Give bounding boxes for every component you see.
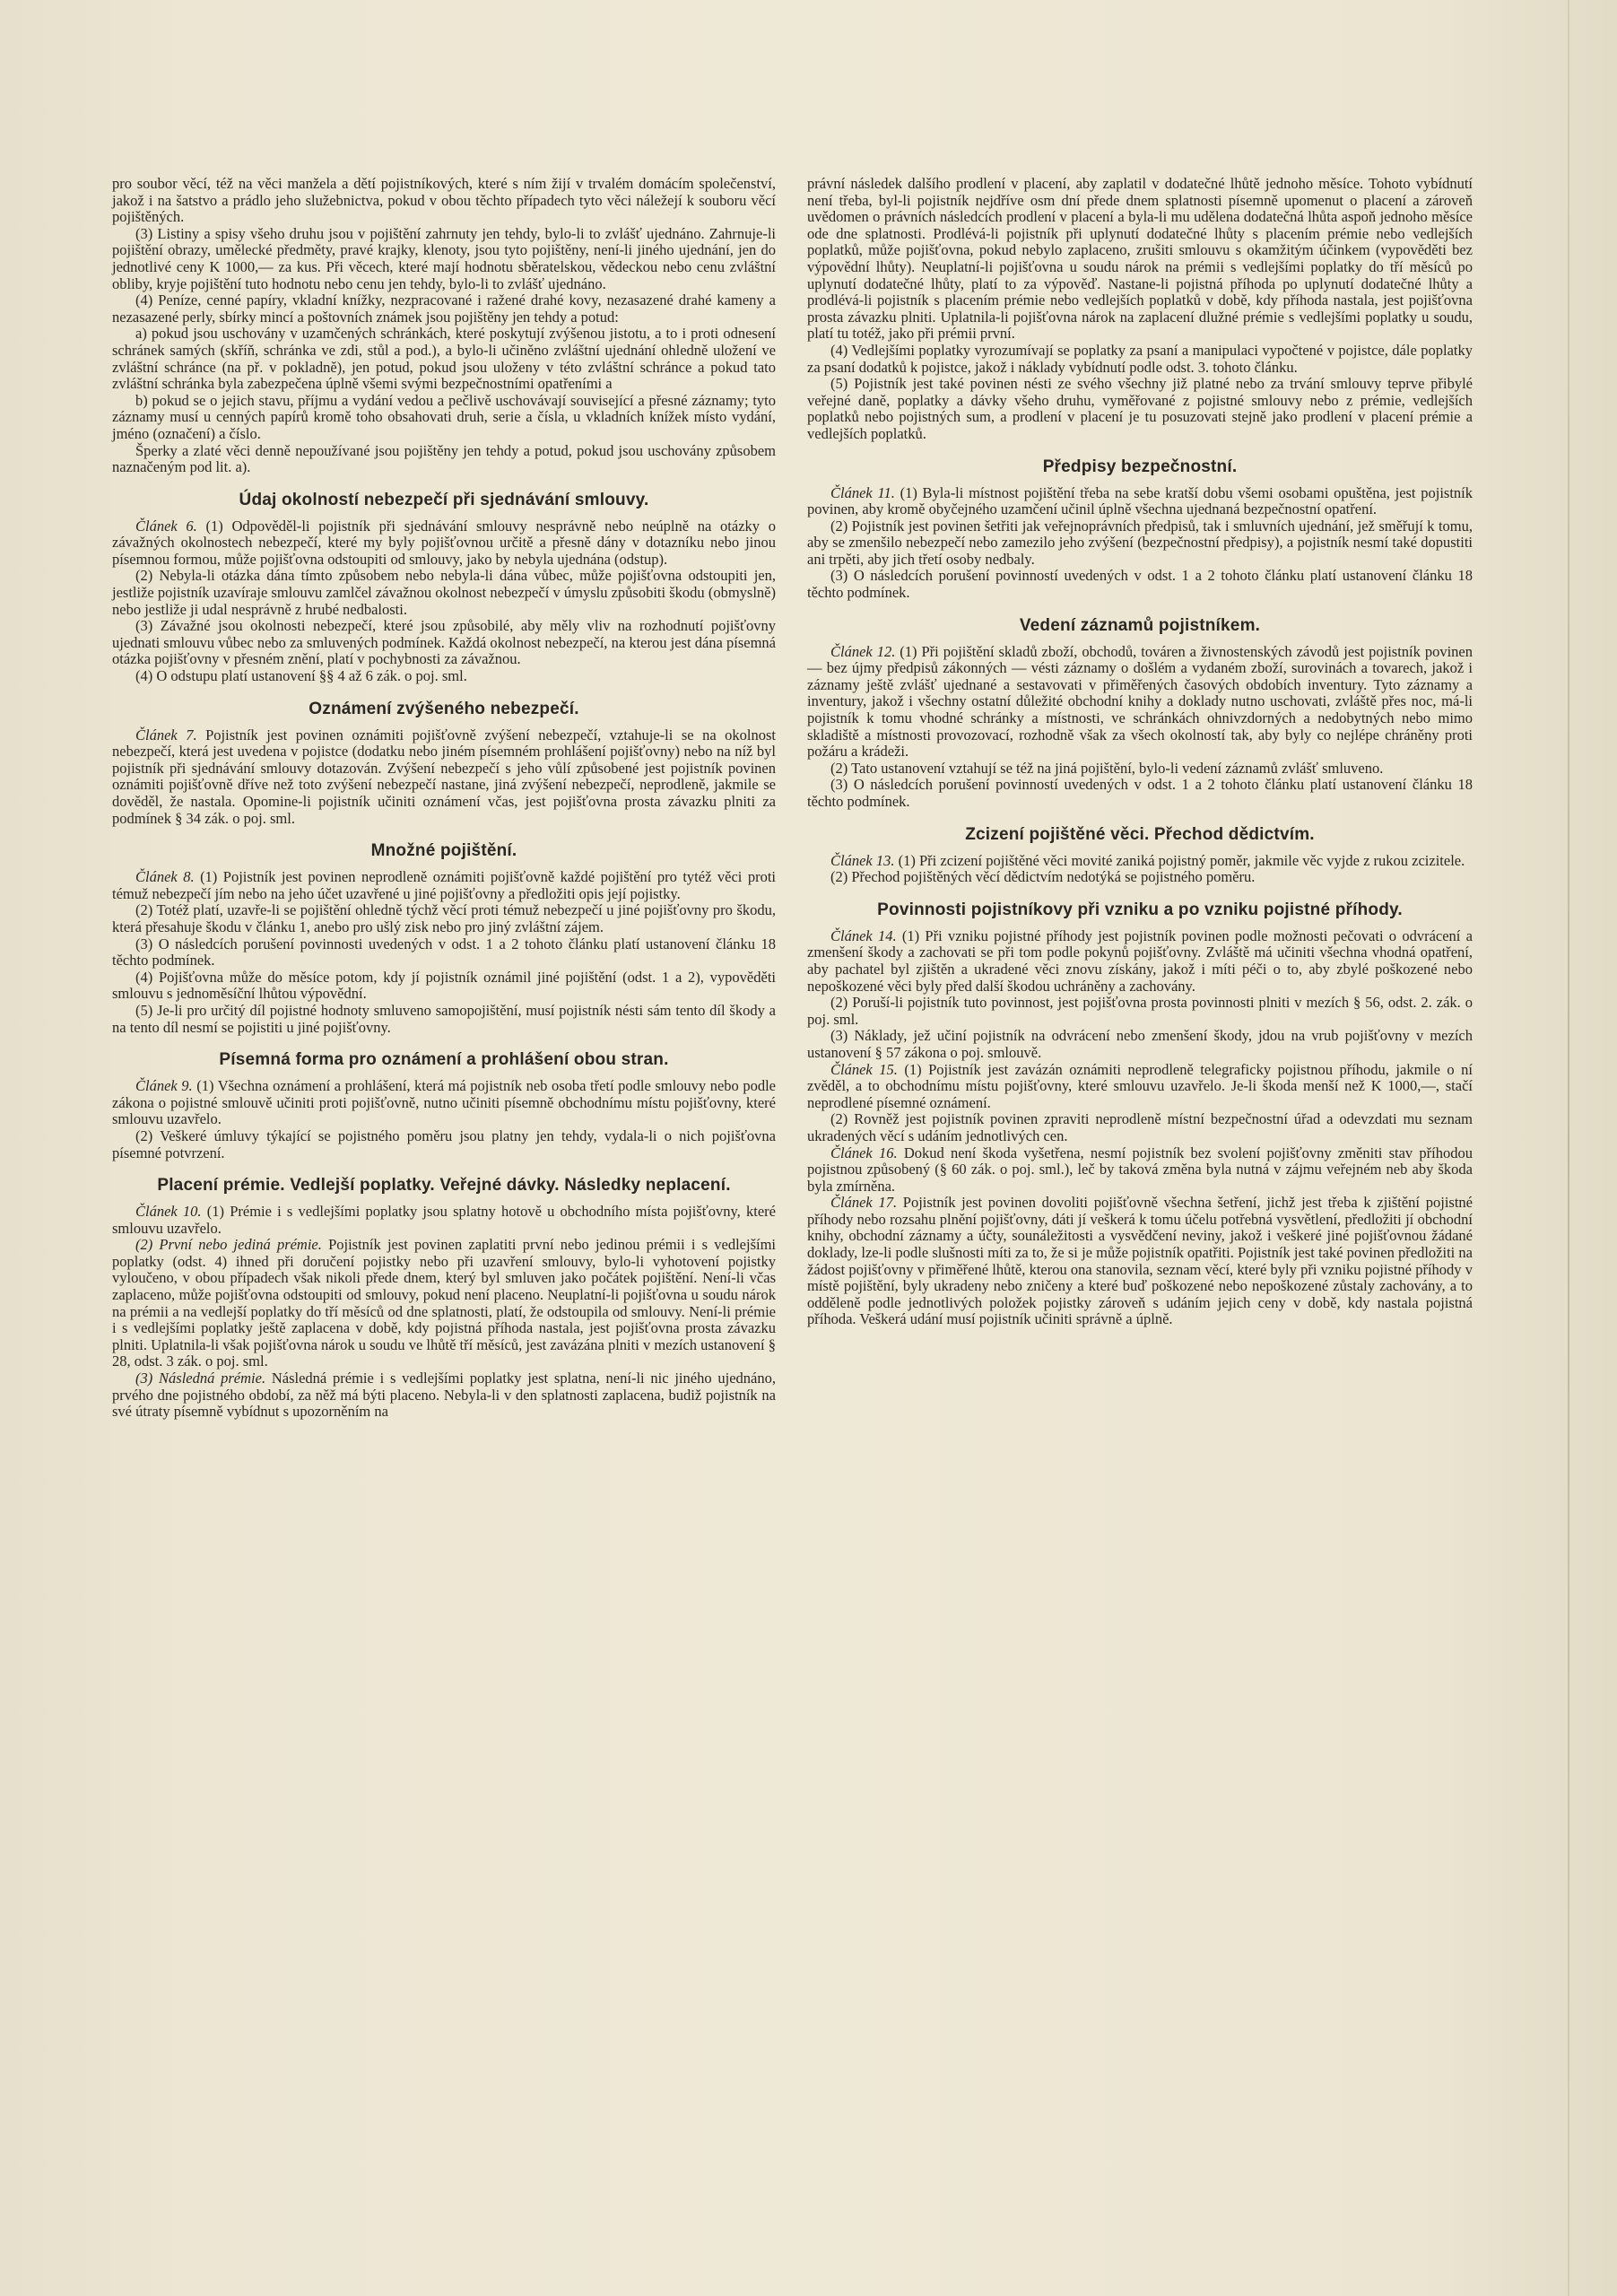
paragraph-text: Pojistník jest povinen dovoliti pojišťovně všechna šetření, jichž jest třeba k zjištění pojistné příhody nebo rozsahu plnění pojišťovny, dáti jí veškerá k tomu účelu potřebná vysvětlení, předložiti jí obchodní knihy, obchodní záznamy a účty, sounáležitosti a vysvědčení neviny, jakož i veškeré jiné pojišťovnou žádané doklady, lze-li podle slušnosti míti za to, že si je může pojistník opatřiti. Pojistník jest také povinen předložiti na žádost pojišťovny v přiměřené lhůtě, kterou ona stanovila, seznam věcí, které byly při vzniku pojistné příhody v místě pojištění, byly ukradeny nebo zničeny a které buď poškozené nebo nepoškozené zůstaly zachovány, a to odděleně podle jednotlivých položek pojistky zároveň s udáním jejich ceny v době, kdy nastala pojistná příhoda. Veškerá udání musí pojistník učiniti správně a úplně. <box>807 1194 1473 1328</box>
article-label: (2) První nebo jediná prémie. <box>135 1236 322 1254</box>
paragraph <box>807 343 1473 376</box>
paragraph <box>807 1195 1473 1328</box>
article-label: Článek 16. <box>830 1144 898 1161</box>
paragraph-text: (1) Pojistník jest povinen neprodleně oznámiti pojišťovně každé pojištění pro tytéž věci proti témuž nebezpečí jím nebo na jeho účet uzavřené u jiné pojišťovny a předložiti opis její pojistky. <box>112 868 776 902</box>
article-label: Článek 9. <box>135 1077 193 1095</box>
right-column <box>807 176 1473 1328</box>
paragraph <box>112 618 776 668</box>
paragraph <box>112 668 776 685</box>
article-label: Článek 17. <box>830 1194 898 1212</box>
paragraph-text: a) pokud jsou uschovány v uzamčených schránkách, které poskytují zvýšenou jistotu, a to i proti odnesení schránek samých (skříň, schránka ve zdi, stůl a pod.), a bylo-li učiněno zvláštní ujednání ohledně uložení ve zvláštní schránce (na př. v pokladně), jen potud, pokud jsou uloženy v této zvláštní schránce a pokud tato zvláštní schránka byla zabezpečena úplně všemi svými bezpečnostními opatřeními a <box>112 325 776 393</box>
paragraph <box>112 1128 776 1161</box>
paragraph <box>112 568 776 618</box>
paragraph <box>807 376 1473 442</box>
paragraph <box>112 1237 776 1370</box>
section-heading: Placení prémie. Vedlejší poplatky. Veřejné dávky. Následky neplacení. <box>157 1176 731 1196</box>
paragraph <box>807 1062 1473 1112</box>
paragraph-text: (2) Veškeré úmluvy týkající se pojistného poměru jsou platny jen tehdy, vydala-li o nich pojišťovna písemné potvrzení. <box>112 1126 776 1161</box>
section-heading: Předpisy bezpečnostní. <box>1042 457 1238 476</box>
article-label: Článek 6. <box>135 517 197 535</box>
paragraph-text: (3) Závažné jsou okolnosti nebezpečí, které jsou způsobilé, aby měly vliv na rozhodnutí pojišťovny ujednati smlouvu vůbec nebo za smluvených podmínek. Každá okolnost nebezpečí, na kterou jest dána písemná otázka pojišťovny v přesném znění, platí v pochybnosti za závažnou. <box>112 617 776 668</box>
paragraph <box>807 777 1473 810</box>
paragraph <box>807 568 1473 601</box>
article-label: Článek 13. <box>830 851 895 869</box>
section-heading: Povinnosti pojistníkovy při vzniku a po vzniku pojistné příhody. <box>877 900 1403 919</box>
article-label: Článek 11. <box>830 483 895 501</box>
paragraph-text: (4) Pojišťovna může do měsíce potom, kdy jí pojistník oznámil jiné pojištění (odst. 1 a 2), vypověděti smlouvu s jednoměsíční lhůtou výpovědní. <box>112 968 776 1003</box>
paragraph <box>112 902 776 935</box>
section-heading: Vedení záznamů pojistníkem. <box>1019 615 1261 635</box>
section-heading: Údaj okolností nebezpečí při sjednávání smlouvy. <box>239 490 649 509</box>
paragraph <box>807 853 1473 870</box>
paragraph <box>112 443 776 476</box>
paragraph-text: (2) Pojistník jest povinen šetřiti jak veřejnoprávních předpisů, tak i smluvních ujednání, jež směřují k tomu, aby se zmenšilo nebezpečí nebo zamezilo jeho zvýšení (bezpečnostní předpisy), a pojistník nesmí také dopustiti ani trpěti, aby jich třetí osoby nedbaly. <box>807 517 1473 568</box>
paragraph <box>807 644 1473 761</box>
paragraph <box>112 869 776 902</box>
article-label: Článek 8. <box>135 868 195 886</box>
page-fold-shadow <box>1568 0 1569 2296</box>
paragraph-text: (4) Vedlejšími poplatky vyrozumívají se poplatky za psaní a manipulaci vypočtené v pojistce, dále poplatky za psaní dodatků k pojistce, jakož i náklady vybídnutí podle odst. 3. tohoto článku. <box>807 341 1473 376</box>
paragraph <box>112 226 776 292</box>
paragraph-text: (4) O odstupu platí ustanovení §§ 4 až 6 zák. o poj. sml. <box>135 667 467 685</box>
paragraph-text: (1) Odpověděl-li pojistník při sjednávání smlouvy nesprávně nebo neúplně na otázky o závažných okolnostech nebezpečí, které my byly pojišťovnou určitě a přesně dány v dotazníku nebo jinou písemnou formou, může pojišťovna odstoupiti od smlouvy, jako by nebyla ujednána (odstup). <box>112 517 776 568</box>
paragraph <box>807 761 1473 778</box>
paragraph <box>807 869 1473 886</box>
paragraph <box>807 1028 1473 1061</box>
paragraph <box>112 326 776 392</box>
paragraph-text: Následná prémie i s vedlejšími poplatky jest splatna, není-li nic jiného ujednáno, prvého dne pojistného období, za něž má býti placeno. Nebyla-li v den splatnosti zaplacena, budiž pojistník na své útraty písemně vybídnut s upozorněním na <box>112 1370 776 1421</box>
paragraph-text: (3) O následcích porušení povinností uvedených v odst. 1 a 2 tohoto článku platí ustanovení článku 18 těchto podmínek. <box>807 776 1473 810</box>
paragraph <box>807 995 1473 1028</box>
paragraph-text: (3) O následcích porušení povinnosti uvedených v odst. 1 a 2 tohoto článku platí ustanovení článku 18 těchto podmínek. <box>112 935 776 970</box>
section-heading: Oznámení zvýšeného nebezpečí. <box>309 699 579 718</box>
paragraph-text: (1) Všechna oznámení a prohlášení, která má pojistník neb osoba třetí podle smlouvy nebo podle zákona o pojistné smlouvě učiniti proti pojišťovně, nutno učiniti písemně obchodnímu místu pojišťovny, které smlouvu uzavřelo. <box>112 1077 776 1128</box>
paragraph <box>112 1204 776 1237</box>
paragraph <box>112 1370 776 1421</box>
paragraph-text: (3) Listiny a spisy všeho druhu jsou v pojištění zahrnuty jen tehdy, bylo-li to zvlášť ujednáno. Zahrnuje-li pojištění obrazy, umělecké předměty, pravé krajky, klenoty, jsou tyto pojištěny, není-li jiného ujednání, jen do jednotlivé ceny K 1000,— za kus. Při věcech, které mají hodnotu sběratelskou, vědeckou nebo cenu zvláštní obliby, kryje pojištění tuto hodnotu nebo cenu jen tehdy, bylo-li to zvlášť ujednáno. <box>112 224 776 292</box>
paragraph-text: (5) Pojistník jest také povinen nésti ze svého všechny již platné nebo za trvání smlouvy teprve přibylé veřejné daně, poplatky a dávky všeho druhu, vyměřované z pojistné smlouvy nebo z prémie, vedlejších poplatků nebo pojistných sum, a prodlení v placení je tu posuzovati stejně jako prodlení v placení prémie a vedlejších poplatků. <box>807 375 1473 442</box>
paragraph-text: (5) Je-li pro určitý díl pojistné hodnoty smluveno samopojištění, musí pojistník nésti sám tento díl škody a na tento díl nesmí se pojistiti u jiné pojišťovny. <box>112 1001 776 1036</box>
article-label: Článek 10. <box>135 1203 202 1221</box>
paragraph <box>112 176 776 226</box>
article-label: Článek 7. <box>135 726 197 744</box>
article-label: Článek 12. <box>830 642 896 660</box>
paragraph-text: právní následek dalšího prodlení v placení, aby zaplatil v dodatečné lhůtě jednoho měsíce. Tohoto vybídnutí není třeba, byl-li pojistník nejdříve osm dní přede dnem splatnosti písemně upomenut o placení a zároveň uvědomen o právních následcích prodlení v placení a byla-li mu udělena dodatečná lhůta aspoň jednoho měsíce ode dne splatnosti. Prodlévá-li pojistník při uplynutí dodatečné lhůty s placením prémie nebo vedlejších poplatků, může pojišťovna, pokud nebylo zaplaceno, zrušiti smlouvu s okamžitým účinkem (vypověděti bez výpovědní lhůty). Neuplatní-li pojišťovna u soudu nárok na prémii s vedlejšími poplatky do tří měsíců po uplynutí dodatečné lhůty, platí to za výpověď. Nastane-li pojistná příhoda po uplynutí dodatečné lhůty a prodlévá-li pojistník s placením prémie nebo vedlejších poplatků v době, kdy příhoda nastala, jest pojišťovna prosta závazku plniti. Uplatnila-li pojišťovna nárok na zaplacení dlužné prémie s vedlejšími poplatky u soudu, platí tu totéž, jako při prémii první. <box>807 175 1473 343</box>
paragraph <box>807 928 1473 995</box>
paragraph-text: (2) Nebyla-li otázka dána tímto způsobem nebo nebyla-li dána vůbec, může pojišťovna odstoupiti jen, jestliže pojistník uzavíraje smlouvu zamlčel závažnou okolnost nebezpečí v úmyslu způsobiti škodu (obmyslně) nebo jestliže ji udal nesprávně z hrubé nedbalosti. <box>112 567 776 618</box>
paragraph-text: (3) Náklady, jež učiní pojistník na odvrácení nebo zmenšení škody, jdou na vrub pojišťovny v mezích ustanovení § 57 zákona o poj. smlouvě. <box>807 1027 1473 1061</box>
paragraph <box>807 1145 1473 1196</box>
section-heading: Množné pojištění. <box>370 841 517 861</box>
paragraph-text: (1) Při vzniku pojistné příhody jest pojistník povinen podle možnosti pečovati o odvrácení a zmenšení škody a zachovati se při tom podle pokynů pojišťovny. Zvláště má učiniti všechna vhodná opatření, aby pachatel byl zjištěn a ukradené věci znovu získány, jakož i míti péči o to, aby zbylé poškozené nebo nepoškozené věci byly před další škodou uchráněny a zachovány. <box>807 926 1473 995</box>
paragraph-text: (2) Totéž platí, uzavře-li se pojištění ohledně týchž věcí proti témuž nebezpečí u jiné pojišťovny pro škodu, která přesahuje škodu v článku 1, anebo pro ušlý zisk nebo pro jiný zvláštní zájem. <box>112 901 776 935</box>
paragraph <box>112 393 776 443</box>
paragraph <box>112 727 776 828</box>
paragraph-text: Pojistník jest povinen oznámiti pojišťovně zvýšení nebezpečí, vztahuje-li se na okolnost nebezpečí, která jest uvedena v pojistce (dodatku nebo jiném písemném prohlášení pojišťovny) nebo na níž byl pojistník při sjednávání smlouvy dotazován. Zvýšení nebezpečí s jeho vůlí způsobené jest pojistník povinen oznámiti pojišťovně dříve než toto zvýšení nebezpečí nastane, jiná zvýšení nebezpečí, neprodleně, jakmile se dověděl, že nastala. Opomine-li pojistník učiniti oznámení včas, jest pojišťovna prosta závazku plniti za podmínek § 34 zák. o poj. sml. <box>112 726 777 827</box>
paragraph <box>807 176 1473 343</box>
left-column <box>112 176 776 1421</box>
paragraph-text: Pojistník jest povinen zaplatiti první nebo jedinou prémii i s vedlejšími poplatky (odst. 4) ihned při doručení pojistky nebo při uzavření smlouvy, bylo-li vyhotovení pojistky vyloučeno, v obou případech však nikoli přede dnem, který byl smluven jako počátek pojištění. Není-li včas zaplaceno, může pojišťovna odstoupiti od smlouvy, pokud není placeno. Neuplatní-li pojišťovna u soudu nárok na prémii a na vedlejší poplatky do tří měsíců od dne splatnosti, platí, že odstoupila od smlouvy. Není-li prémie i s vedlejšími poplatky ještě zaplacena v době, kdy pojistná příhoda nastala, jest pojišťovna prosta závazku plniti. Uplatnila-li však pojišťovna nárok u soudu ve lhůtě tří měsíců, jest zavázána plniti v mezích ustanovení § 28, odst. 3 zák. o poj. sml. <box>112 1236 777 1370</box>
paragraph-text: (1) Při pojištění skladů zboží, obchodů, továren a živnostenských závodů jest pojistník povinen — bez újmy předpisů zákonných — vésti záznamy o došlém a vydaném zboží, surovinách a tovarech, jakož i záznamy ještě zvlášť ujednané a sestavovati v přiměřených časových obdobích inventury. Tyto záznamy a inventury, jakož i všechny ostatní důležité obchodní knihy a doklady nutno uschovati, zvláště přes noc, má-li pojistník k tomu vhodné schránky a místnosti, ve schránkách ohnivzdorných a nedobytných nebo mimo skladiště a místnosti provozovací, rozhodně však za všech okolností tak, aby byly co nejlépe chráněny proti požáru a krádeži. <box>807 642 1473 761</box>
paragraph <box>807 1111 1473 1144</box>
paragraph <box>112 1078 776 1128</box>
section-heading: Písemná forma pro oznámení a prohlášení obou stran. <box>219 1050 669 1070</box>
paragraph <box>112 292 776 326</box>
paragraph <box>112 1003 776 1036</box>
paragraph-text: (2) Rovněž jest pojistník povinen zpraviti neprodleně místní bezpečnostní úřad a odevzdati mu seznam ukradených věcí s udáním jednotlivých cen. <box>807 1110 1473 1144</box>
paragraph-text: (2) Přechod pojištěných věcí dědictvím nedotýká se pojistného poměru. <box>830 868 1256 886</box>
paragraph <box>807 485 1473 518</box>
paragraph-text: b) pokud se o jejich stavu, příjmu a vydání vedou a pečlivě uschovávají související a přesné záznamy; tyto záznamy musí u cenných papírů kromě toho obsahovati druh, serie a čísla, u vkladních knížek místo vydání, jméno (označení) a číslo. <box>112 391 776 442</box>
paragraph-text: (1) Prémie i s vedlejšími poplatky jsou splatny hotově u obchodního místa pojišťovny, které smlouvu uzavřelo. <box>112 1203 776 1237</box>
paragraph-text: (2) Poruší-li pojistník tuto povinnost, jest pojišťovna prosta povinnosti plniti v mezích § 56, odst. 2. zák. o poj. sml. <box>807 994 1473 1028</box>
paragraph-text: Šperky a zlaté věci denně nepoužívané jsou pojištěny jen tehdy a potud, pokud jsou uschovány způsobem naznačeným pod lit. a). <box>112 441 776 476</box>
paragraph-text: (2) Tato ustanovení vztahují se též na jiná pojištění, bylo-li vedení záznamů zvlášť smluveno. <box>830 759 1384 777</box>
paragraph <box>112 936 776 970</box>
paragraph-text: (1) Při zcizení pojištěné věci movité zaniká pojistný poměr, jakmile věc vyjde z rukou zcizitele. <box>894 851 1465 869</box>
article-label: (3) Následná prémie. <box>135 1370 266 1387</box>
paragraph-text: (1) Byla-li místnost pojištění třeba na sebe kratší dobu všemi osobami opuštěna, jest pojistník povinen, aby kromě obyčejného uzamčení učinil úplně všechna ujednaná bezpečnostní opatření. <box>807 483 1473 518</box>
article-label: Článek 14. <box>830 926 897 944</box>
paragraph <box>112 518 776 569</box>
paragraph-text: (3) O následcích porušení povinností uvedených v odst. 1 a 2 tohoto článku platí ustanovení článku 18 těchto podmínek. <box>807 567 1473 602</box>
paragraph-text: (1) Pojistník jest zavázán oznámiti neprodleně telegraficky pojistnou příhodu, jakmile o ní zvěděl, a to obchodnímu místu pojišťovny, které smlouvu uzavřelo. Je-li škoda menší než K 1000,—, stačí neprodlené písemné oznámení. <box>807 1060 1473 1111</box>
article-label: Článek 15. <box>830 1060 898 1078</box>
paragraph-text: Dokud není škoda vyšetřena, nesmí pojistník bez svolení pojišťovny změniti stav příhodou pojistnou způsobený (§ 60 zák. o poj. sml.), leč by taková změna byla nutná v zájmu veřejném neb aby škoda byla zmírněna. <box>807 1144 1473 1195</box>
paragraph-text: (4) Peníze, cenné papíry, vkladní knížky, nezpracované i ražené drahé kovy, nezasazené drahé kameny a nezasazené perly, sbírky mincí a poštovních známek jsou pojištěny jen tehdy a potud: <box>112 291 776 326</box>
paragraph <box>112 970 776 1003</box>
section-heading: Zcizení pojištěné věci. Přechod dědictvím. <box>965 824 1315 844</box>
paragraph-text: pro soubor věcí, též na věci manžela a dětí pojistníkových, které s ním žijí v trvalém domácím společenství, jakož i na šatstvo a prádlo jeho služebnictva, pokud v obou těchto případech tyto věci náležejí k souboru věcí pojištěných. <box>112 175 776 226</box>
paragraph <box>807 518 1473 569</box>
